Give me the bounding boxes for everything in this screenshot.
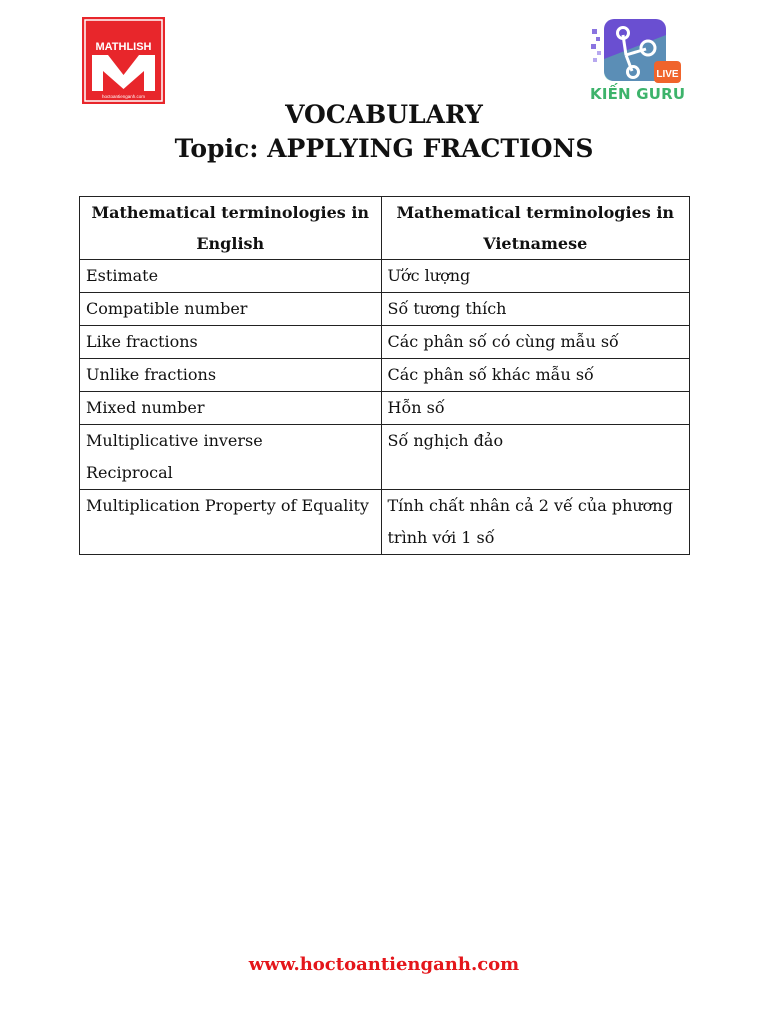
table-row (80, 326, 690, 359)
page-title: VOCABULARY (285, 100, 483, 129)
term-english: Estimate (80, 260, 382, 293)
table-header-row (80, 197, 690, 260)
vocabulary-table (79, 196, 690, 555)
mathlish-logo-text: MATHLISH (95, 41, 152, 53)
header-vietnamese: Mathematical terminologies in Vietnamese (381, 197, 690, 260)
live-badge: LIVE (656, 69, 679, 80)
table-row (80, 425, 690, 490)
term-vietnamese: Hỗn số (381, 392, 690, 425)
term-vietnamese: Tính chất nhân cả 2 vế của phương trình với 1 số (381, 490, 690, 555)
term-english: Multiplicative inverse Reciprocal (80, 425, 382, 490)
term-english: Like fractions (80, 326, 382, 359)
term-vietnamese: Các phân số khác mẫu số (381, 359, 690, 392)
table-row (80, 392, 690, 425)
term-english: Mixed number (80, 392, 382, 425)
term-vietnamese: Số nghịch đảo (381, 425, 690, 490)
term-english: Compatible number (80, 293, 382, 326)
term-english: Unlike fractions (80, 359, 382, 392)
kien-guru-logo (588, 17, 684, 107)
kien-guru-logo-text: KIẾN GURU (590, 85, 686, 103)
page-subtitle: Topic: APPLYING FRACTIONS (174, 134, 594, 163)
mathlish-logo (82, 17, 165, 104)
footer-url[interactable]: www.hoctoantienganh.com (248, 954, 520, 975)
table-row (80, 293, 690, 326)
table-row (80, 260, 690, 293)
table-row (80, 359, 690, 392)
term-vietnamese: Ước lượng (381, 260, 690, 293)
title-block (0, 98, 768, 166)
header-english: Mathematical terminologies in English (80, 197, 382, 260)
term-english: Multiplication Property of Equality (80, 490, 382, 555)
mathlish-logo-subtext: hoctoantienganh.com (101, 94, 146, 99)
term-vietnamese: Số tương thích (381, 293, 690, 326)
table-row (80, 490, 690, 555)
term-vietnamese: Các phân số có cùng mẫu số (381, 326, 690, 359)
